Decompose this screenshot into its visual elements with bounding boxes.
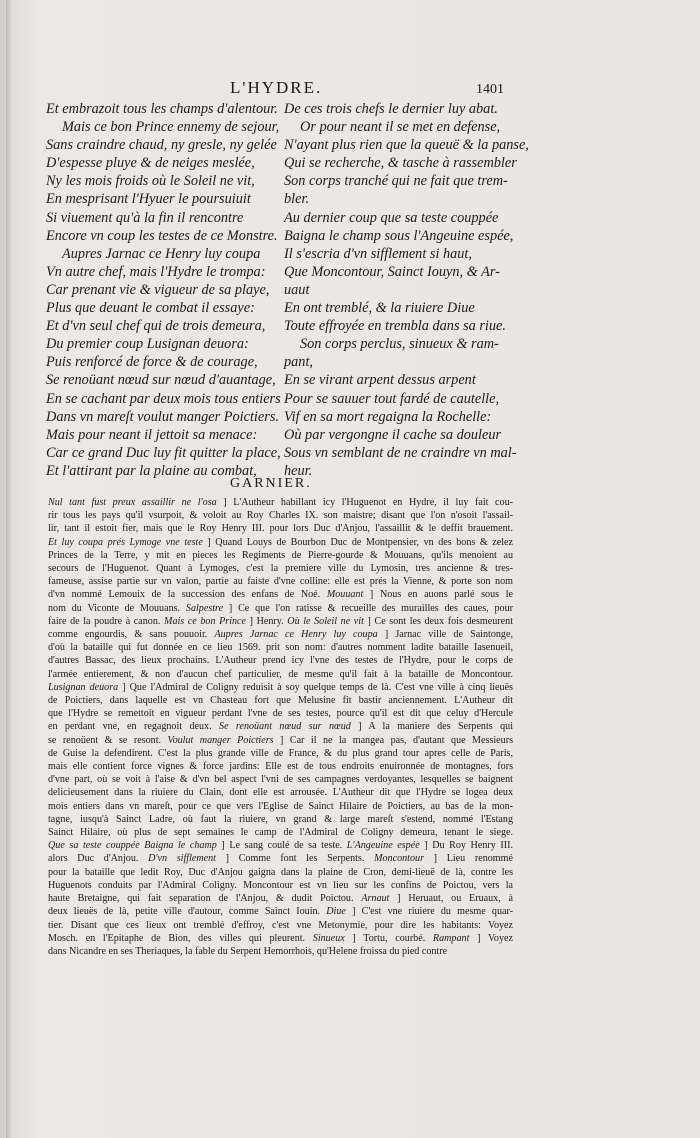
verse-line: pant,: [284, 354, 313, 371]
gloss: rir tous les pays qu'il vsurpoit, & voloit au Roy Charles IX. son maistre; disant que l'on n'osoit l'assail-: [48, 510, 513, 522]
gloss: ] Nous en auons parlé sous le: [363, 589, 513, 601]
commentary-line: [48, 734, 513, 747]
gloss: ] Du Roy Henry III.: [419, 840, 513, 852]
verse-line: D'espesse pluye & de neiges meslée,: [46, 155, 255, 172]
verse-line: Ny les mois froids où le Soleil ne vit,: [46, 173, 255, 190]
verse-line: Qui se recherche, & tasche à rassembler: [284, 155, 517, 172]
gloss: de Poictiers, dans laquelle est vn Chasteau fort que Melusine fit bastir anciennement. L'Autheur dit: [48, 695, 513, 707]
commentary-line: [48, 496, 513, 509]
lemma: Aupres Jarnac ce Henry luy coupa: [214, 629, 378, 641]
commentary-line: [48, 575, 513, 588]
verse-line: Se renoüant nœud sur nœud d'auantage,: [46, 372, 276, 389]
commentary-line: [48, 786, 513, 799]
commentary-line: [48, 919, 513, 932]
lemma: Salpestre: [185, 602, 224, 614]
verse-line: Son corps perclus, sinueux & ram-: [300, 336, 499, 353]
gloss: mois entiers dans vn mareſt, pour ce que vers l'Eglise de Sainct Hilaire de Poictiers, au bas de la mon-: [48, 800, 513, 812]
commentary-line: [48, 747, 513, 760]
verse-line: Où par vergongne il cache sa douleur: [284, 426, 502, 443]
lemma: Moncontour: [374, 853, 424, 865]
gloss: delicieusement dans la riuiere du Clain, dont elle est arrousée. L'Autheur dit que l'Hydre se logea deux: [48, 787, 513, 799]
gloss: Sainct Hilaire, où plus de sept semaines le camp de l'Admiral de Coligny demeura, tenant le siege.: [48, 827, 513, 839]
gloss: ] L'Autheur habillant icy l'Huguenot en Hydre, il luy fait cou-: [216, 497, 513, 508]
commentary-line: [48, 509, 513, 522]
verse-line: Plus que deuant le combat il essaye:: [46, 300, 255, 317]
verse-line: Son corps tranché qui ne fait que trem-: [284, 173, 508, 190]
verse-line: Dans vn mareſt voulut manger Poictiers.: [46, 408, 279, 425]
gloss: ] Quand Louys de Bourbon Duc de Montpensier, vn des bons & zelez: [202, 536, 513, 548]
page-number: 1401: [476, 82, 504, 97]
commentary-line: [48, 866, 513, 879]
commentary-line: [48, 826, 513, 839]
lemma: L'Angeuine espée: [346, 840, 420, 852]
gloss: l'armée entierement, & non d'aucun chef particulier, de mesme qu'il fait à la bataille de Moncontour.: [48, 668, 513, 680]
verse-line: De ces trois chefs le dernier luy abat.: [284, 101, 498, 117]
gloss: lir, tant il estoit fier, mais que le Roy Henry III. pour lors Duc d'Anjou, l'assaillit & le deffit brauement.: [48, 523, 513, 535]
lemma: Sinueux: [312, 932, 345, 944]
commentary-line: [48, 892, 513, 905]
gloss: ] Voyez: [469, 932, 513, 944]
commentary-line: [48, 694, 513, 707]
gloss: ] Jarnac ville de Saintonge,: [377, 629, 513, 641]
lemma: Lusignan deuora: [48, 681, 119, 693]
verse-line: Aupres Jarnac ce Henry luy coupa: [62, 245, 261, 262]
lemma: Nul tant fust preux assaillir ne l'osa: [48, 497, 217, 508]
lemma: Voulut manger Poictiers: [167, 734, 274, 746]
commentary-line: [48, 536, 513, 549]
verse-line: heur.: [284, 462, 313, 479]
commentary-line: [48, 932, 513, 945]
gloss: d'où la bataille qui fut donnée en ce lieu 1569. prit son nom: d'autres nomment ladite bataille Iasenueil,: [48, 642, 513, 654]
commentary-line: [48, 549, 513, 562]
commentary-line: [48, 562, 513, 575]
verse-line: Sans craindre chaud, ny gresle, ny gelée: [46, 137, 277, 154]
gloss: ] Que l'Admiral de Coligny reduisit à soy quelque temps de là. C'est vne ville à cinq lieuës: [118, 681, 513, 693]
commentary-line: [48, 879, 513, 892]
commentary-line: [48, 588, 513, 601]
gloss: ] Lieu renommé: [424, 853, 513, 865]
gloss: ] Tortu, courbé.: [344, 932, 433, 944]
verse-column-left: [46, 100, 281, 480]
page-header: [40, 78, 510, 100]
commentary-line: [48, 707, 513, 720]
gloss: Huguenots conduits par l'Admiral Coligny. Moncontour est vn lieu sur les confins de Poictou, vers la: [48, 879, 513, 891]
gloss: ] Henry.: [246, 615, 288, 627]
commentary-line: [48, 641, 513, 654]
lemma: Où le Soleil ne vit: [287, 615, 364, 627]
verse-line: Car prenant vie & vigueur de sa playe,: [46, 281, 270, 298]
commentary-line: [48, 668, 513, 681]
verse-line: Mais ce bon Prince ennemy de sejour,: [62, 119, 280, 136]
verse-line: Encore vn coup les testes de ce Monstre.: [46, 227, 278, 244]
lemma: D'vn sifflement: [148, 853, 216, 865]
gloss: d'vn nommé Lemouix de la succession des enfans de Noé.: [48, 589, 327, 601]
gloss: nom du Viconte de Mouuans.: [48, 602, 186, 614]
gloss: ] C'est vne riuiere du mesme quar-: [345, 906, 513, 918]
gloss: Mosch. en l'Epitaphe de Bion, des villes qui pleurent.: [48, 932, 313, 944]
gloss: dans Nicandre en ses Theriaques, la fable du Serpent Hemorrhois, qu'Helene froissa du pied contre: [48, 945, 448, 957]
commentary-line: [48, 602, 513, 615]
verse-line: Vif en sa mort regaigna la Rochelle:: [284, 408, 492, 425]
verse-line: Baigna le champ sous l'Angeuine espée,: [284, 227, 514, 244]
gloss: alors Duc d'Anjou.: [48, 853, 149, 865]
verse-line: Et l'attirant par la plaine au combat,: [46, 462, 257, 479]
gloss: faire de la poudre à canon.: [48, 615, 165, 627]
gloss: ] Car il ne la mangea pas, d'autant que Messieurs: [273, 734, 513, 746]
gloss: fameuse, assise partie sur vn valon, partie au faiste d'vne colline: elle est prés la Vienne, & porte son nom: [48, 576, 513, 588]
commentary-line: [48, 839, 513, 852]
verse-line: En mesprisant l'Hyuer le poursuiuit: [46, 191, 251, 208]
verse-line: Et d'vn seul chef qui de trois demeura,: [46, 318, 266, 335]
gloss: ] Le sang coulé de sa teste.: [216, 840, 347, 852]
verse-line: Pour se sauuer tout fardé de cautelle,: [284, 390, 500, 407]
commentary-heading: GARNIER.: [230, 476, 312, 491]
gloss: d'autres Bassac, des lieux prochains. L'Autheur prend icy l'vne des testes de l'Hydre, pour le corps de: [48, 655, 513, 667]
page-gutter: [6, 0, 14, 1138]
gloss: tier. Disant que ces lieux ont tremblé d'effroy, c'est vne Metonymie, pour dire les habitants: Voyez: [48, 919, 513, 931]
verse-line: Puis renforcé de force & de courage,: [46, 354, 258, 371]
lemma: Diue: [326, 906, 346, 918]
running-title: L'HYDRE.: [230, 78, 323, 97]
gloss: ] Comme font les Serpents.: [215, 853, 375, 865]
verse-line: Or pour neant il se met en defense,: [300, 119, 501, 136]
verse-line: Si viuement qu'à la fin il rencontre: [46, 209, 244, 226]
verse-line: N'ayant plus rien que la queuë & la panse,: [284, 137, 529, 154]
verse-line: uaut: [284, 281, 310, 298]
gloss: que l'Hydre se remettoit en vigueur perdant l'vne de ses testes, pource qu'il est dit que celuy d'Hercule: [48, 708, 513, 720]
commentary-line: [48, 681, 513, 694]
verse-line: bler.: [284, 191, 310, 208]
gloss: tagne, iusqu'à Sainct Ladre, où faut la riuiere, vn grand & large mareſt s'estend, nommé l'Estang: [48, 813, 513, 825]
gloss: haute Bretaigne, qui fait separation de l'Anjou, & dudit Poictou.: [48, 893, 362, 905]
commentary-line: [48, 852, 513, 865]
commentary-line: [48, 905, 513, 918]
verse-line: Toute effroyée en trembla dans sa riue.: [284, 318, 506, 335]
lemma: Et luy coupa prés Lymoge vne teste: [48, 536, 203, 548]
lemma: Rampant: [432, 932, 470, 944]
gloss: ] Ce que l'on ratisse & recueille des murailles des caues, pour: [223, 602, 513, 614]
lemma: Mais ce bon Prince: [164, 615, 247, 627]
commentary-line: [48, 654, 513, 667]
gloss: Princes de la Terre, y mit en pieces les Regiments de Pierre-gourde & Mouuans, qu'ils menoient au: [48, 549, 513, 561]
verse-line: Vn autre chef, mais l'Hydre le trompa:: [46, 263, 266, 280]
verse-line: Du premier coup Lusignan deuora:: [46, 336, 249, 353]
lemma: Arnaut: [361, 893, 390, 905]
commentary-line: [48, 522, 513, 535]
verse-line: Que Moncontour, Sainct Iouyn, & Ar-: [284, 263, 500, 280]
verse-line: Il s'escria d'vn sifflement si haut,: [284, 245, 472, 262]
commentary-line: [48, 945, 513, 958]
gloss: d'vne part, où se voit à l'aise & d'vn bel aspect l'vni de ses campagnes verdoyantes, lesquelles se baignent: [48, 774, 513, 786]
gloss: se renoüent & se resont.: [48, 734, 168, 746]
lemma: Se renoüant nœud sur nœud: [219, 721, 351, 733]
gloss: de Guise la defendirent. C'est la plus grande ville de France, & du plus grand tour apres celle de Paris,: [48, 747, 513, 759]
commentary-line: [48, 813, 513, 826]
commentary-line: [48, 720, 513, 733]
gloss: deux lieuës de là, petite ville d'autour, comme Sainct Iouin.: [48, 906, 327, 918]
gloss: ] Ce sont les deux fois desmeurent: [363, 615, 513, 627]
gloss: ] A la maniere des Serpents qui: [350, 721, 513, 733]
verse-line: Sous vn semblant de ne craindre vn mal-: [284, 444, 517, 461]
commentary-line: [48, 628, 513, 641]
verse-line: En se cachant par deux mois tous entiers: [46, 390, 281, 407]
verse-line: Au dernier coup que sa teste couppée: [284, 209, 499, 226]
lemma: Que sa teste couppée Baigna le champ: [48, 840, 217, 852]
gloss: mais elle contient force vignes & force jardins: Elle est de tous endroits enuironnée de montagnes, fors: [48, 761, 513, 773]
gloss: comme engourdis, & sans pouuoir.: [48, 629, 215, 641]
verse-line: Car ce grand Duc luy fit quitter la place,: [46, 444, 281, 461]
commentary-line: [48, 773, 513, 786]
verse-line: Mais pour neant il jettoit sa menace:: [46, 426, 258, 443]
commentary-text: [48, 496, 513, 958]
verse-line: En se virant arpent dessus arpent: [284, 372, 476, 389]
commentary-line: [48, 760, 513, 773]
gloss: pour la bataille que ledit Roy, Duc d'Anjou gaigna dans la plaine de Cron, demi-lieuë de là, contre les: [48, 866, 513, 878]
commentary-line: [48, 615, 513, 628]
gloss: en perdant vne, en regagnoit deux.: [48, 721, 220, 733]
gloss: secours de l'Huguenot. Quant à Lymoges, c'est la premiere ville du Lymosin, tres ancienne & tres-: [48, 563, 513, 575]
verse-line: En ont tremblé, & la riuiere Diue: [284, 300, 475, 317]
gloss: ] Heruaut, ou Eruaux, à: [389, 893, 513, 905]
verse-line: Et embrazoit tous les champs d'alentour.: [46, 101, 278, 117]
lemma: Mouuant: [326, 589, 364, 601]
verse-column-right: [284, 100, 529, 480]
commentary-line: [48, 800, 513, 813]
